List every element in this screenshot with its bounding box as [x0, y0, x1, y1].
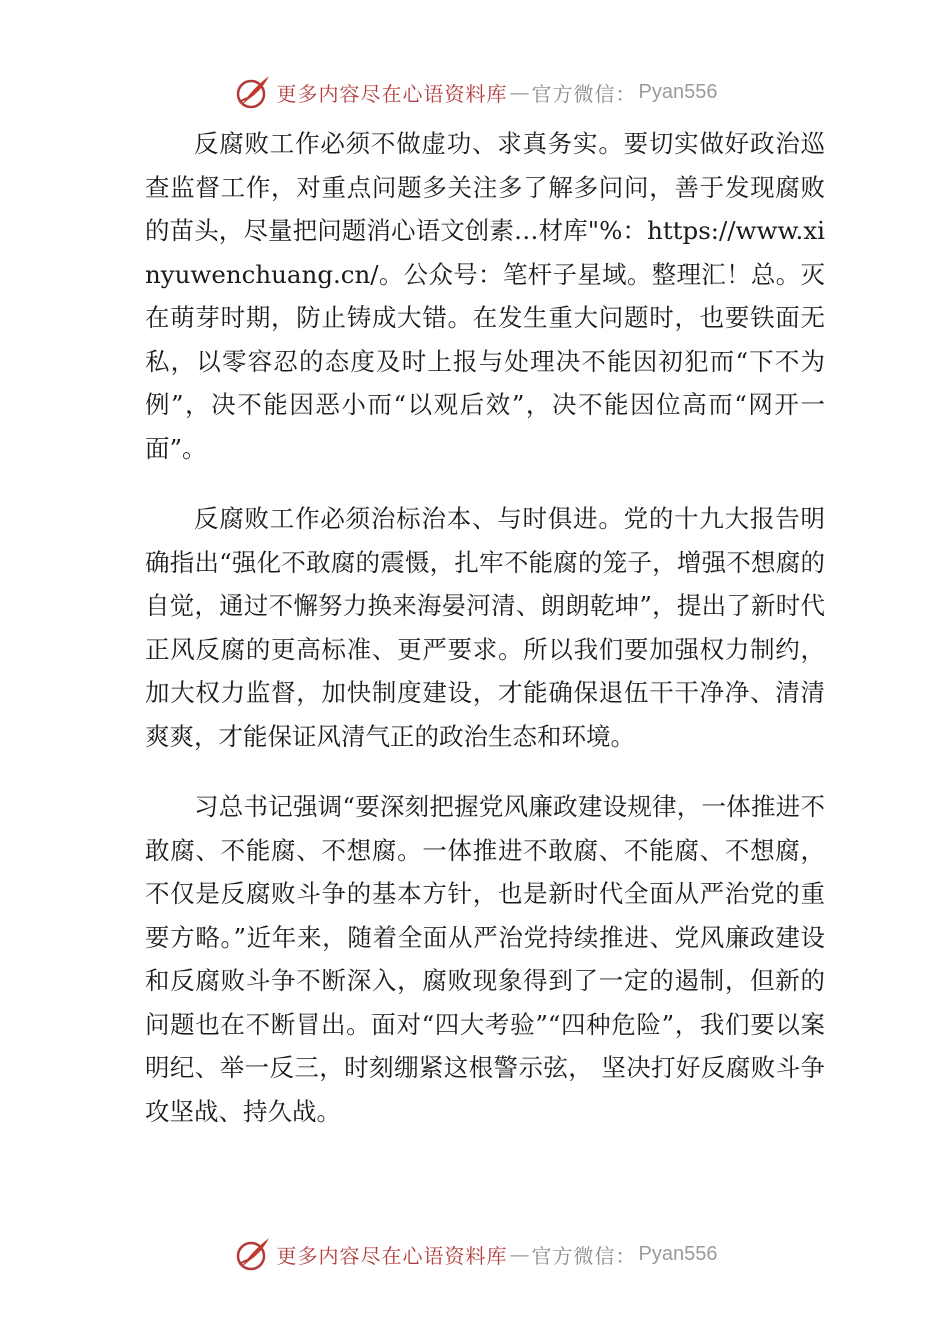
header-wechat-label: 官方微信： [531, 81, 637, 106]
header-banner [0, 70, 950, 114]
footer-wechat-label: 官方微信： [531, 1243, 637, 1268]
paragraph-1: 反腐败工作必须不做虚功、求真务实。要切实做好政治巡查监督工作，对重点问题多关注多了解多问问，善于发现腐败的苗头，尽量把问题消心语文创素…材库"%：https://www.xinyuwenchuang.cn/。公众号：笔杆子星域。整理汇！总。灭在萌芽时期，防止铸成大错。在发生重大问题时，也要铁面无私，以零容忍的态度及时上报与处理决不能因初犯而“下不为例”，决不能因恶小而“以观后效”，决不能因位高而“网开一面”。 [145, 129, 825, 463]
quill-pen-logo-icon [233, 1234, 273, 1274]
footer-banner [0, 1232, 950, 1276]
footer-wechat-id: Pyan556 [638, 1242, 718, 1265]
quill-pen-logo-icon [233, 72, 273, 112]
header-wechat-id: Pyan556 [638, 80, 718, 103]
paragraph-3: 习总书记强调“要深刻把握党风廉政建设规律，一体推进不敢腐、不能腐、不想腐。一体推进不敢腐、不能腐、不想腐，不仅是反腐败斗争的基本方针，也是新时代全面从严治党的重要方略。”近年来，随着全面从严治党持续推进、党风廉政建设和反腐败斗争不断深入，腐败现象得到了一定的遏制，但新的问题也在不断冒出。面对“四大考验”“四种危险”，我们要以案明纪、举一反三，时刻绷紧这根警示弦， 坚决打好反腐败斗争攻坚战、持久战。 [145, 792, 825, 1126]
header-brand-text: 更多内容尽在心语资料库 [276, 81, 508, 106]
footer-separator: — [509, 1242, 530, 1266]
paragraph-2: 反腐败工作必须治标治本、与时俱进。党的十九大报告明确指出“强化不敢腐的震慑，扎牢不能腐的笼子，增强不想腐的自觉，通过不懈努力换来海晏河清、朗朗乾坤”，提出了新时代正风反腐的更高标准、更严要求。所以我们要加强权力制约，加大权力监督，加快制度建设，才能确保退伍干干净净、清清爽爽，才能保证风清气正的政治生态和环境。 [145, 504, 825, 751]
header-separator: — [509, 80, 530, 104]
footer-brand-text: 更多内容尽在心语资料库 [276, 1243, 508, 1268]
document-body [145, 122, 825, 1133]
